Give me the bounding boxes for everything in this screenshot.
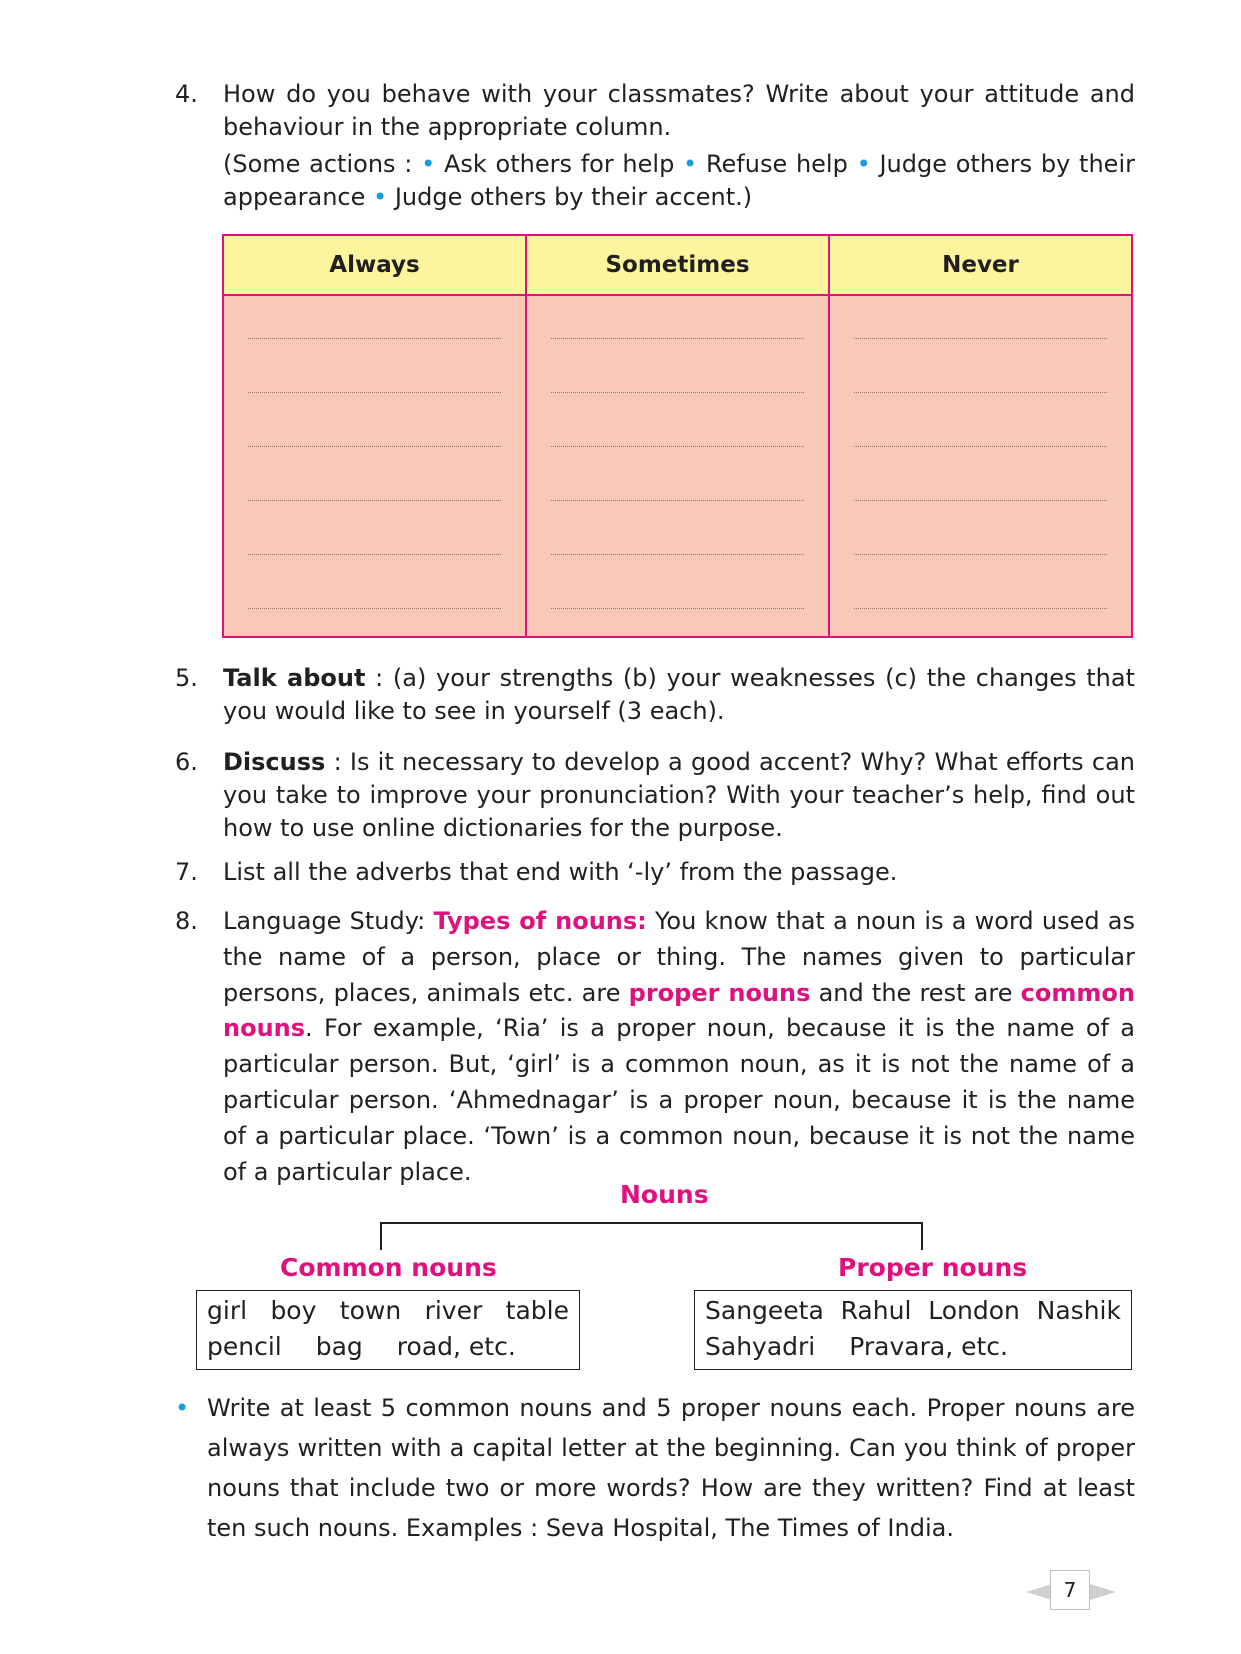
- table-header-row: [224, 236, 1131, 296]
- question-text: List all the adverbs that end with ‘-ly’ from the passage.: [223, 858, 898, 886]
- header-never: Never: [942, 252, 1019, 278]
- question-number: 6.: [175, 748, 198, 776]
- arrow-right-icon: [1090, 1584, 1116, 1600]
- common-nouns-box: girl boy town river table pencil bag road, etc.: [196, 1290, 580, 1370]
- header-sometimes: Sometimes: [527, 236, 830, 294]
- answer-line[interactable]: [248, 446, 501, 447]
- answer-line[interactable]: [248, 554, 501, 555]
- question-5: [175, 662, 1135, 728]
- answer-line[interactable]: [854, 446, 1107, 447]
- answer-line[interactable]: [248, 500, 501, 501]
- question-label: Talk about: [223, 664, 366, 692]
- question-text: : (a) your strengths (b) your weaknesses (c) the changes that you would like to see in yourself (3 each).: [223, 664, 1135, 725]
- bullet-icon: •: [373, 183, 388, 211]
- column-always[interactable]: [224, 296, 527, 636]
- bullet-icon: •: [856, 150, 871, 178]
- answer-line[interactable]: [551, 608, 804, 609]
- answer-line[interactable]: [551, 446, 804, 447]
- answer-line[interactable]: [551, 392, 804, 393]
- actions-list: (Some actions : • Ask others for help • Refuse help • Judge others by their appearance • Judge others by their accent.): [223, 150, 1135, 211]
- answer-line[interactable]: [551, 500, 804, 501]
- table-body-row: [224, 296, 1131, 636]
- answer-line[interactable]: [854, 608, 1107, 609]
- page-number: 7: [1050, 1570, 1090, 1610]
- question-number: 4.: [175, 80, 198, 108]
- language-study-prefix: Language Study:: [223, 907, 426, 935]
- question-4: [175, 78, 1135, 214]
- question-text: How do you behave with your classmates? Write about your attitude and behaviour in the appropriate column.: [223, 80, 1135, 141]
- answer-line[interactable]: [854, 500, 1107, 501]
- question-number: 5.: [175, 664, 198, 692]
- task-text: Write at least 5 common nouns and 5 proper nouns each. Proper nouns are always written with a capital letter at the beginning. Can you think of proper nouns that include two or more words? How are they written? Find at least ten such nouns. Examples : Seva Hospital, The Times of India.: [207, 1394, 1135, 1542]
- page-number-badge: [1026, 1570, 1116, 1612]
- column-never[interactable]: [830, 296, 1131, 636]
- answer-line[interactable]: [551, 338, 804, 339]
- answer-line[interactable]: [248, 338, 501, 339]
- arrow-left-icon: [1026, 1584, 1052, 1600]
- proper-nouns-term: proper nouns: [628, 978, 811, 1007]
- column-sometimes[interactable]: [527, 296, 830, 636]
- tree-connector: [921, 1222, 923, 1250]
- header-always: Always: [224, 236, 527, 294]
- tree-connector: [380, 1222, 923, 1224]
- answer-line[interactable]: [248, 392, 501, 393]
- question-8: 8. Language Study: Types of nouns: You know that a noun is a word used as the name of a person, place or thing. The names given to particular persons, places, animals etc. are proper nouns and the rest are common nouns. For example, ‘Ria’ is a proper noun, because it is the name of a particular person. But, ‘girl’ is a common noun, as it is not the name of a particular person. ‘Ahmednagar’ is a proper noun, because it is the name of a particular place. ‘Town’ is a common noun, because it is not the name of a particular place.: [175, 904, 1135, 1190]
- bullet-icon: •: [421, 150, 436, 178]
- answer-line[interactable]: [248, 608, 501, 609]
- question-number: 7.: [175, 858, 198, 886]
- question-6: [175, 746, 1135, 845]
- proper-nouns-title: Proper nouns: [838, 1253, 1028, 1282]
- question-7: [175, 856, 1135, 889]
- question-number: 8.: [175, 907, 198, 935]
- bullet-icon: •: [683, 150, 698, 178]
- noun-task: [175, 1388, 1135, 1548]
- common-nouns-title: Common nouns: [280, 1253, 497, 1282]
- section-heading: Types of nouns:: [433, 907, 647, 935]
- question-text: : Is it necessary to develop a good accent? Why? What efforts can you take to improve your pronunciation? With your teacher’s help, find out how to use online dictionaries for the purpose.: [223, 748, 1135, 842]
- answer-line[interactable]: [854, 554, 1107, 555]
- answer-line[interactable]: [854, 392, 1107, 393]
- tree-connector: [380, 1222, 382, 1250]
- proper-nouns-box: Sangeeta Rahul London Nashik Sahyadri Pravara, etc.: [694, 1290, 1132, 1370]
- answer-line[interactable]: [854, 338, 1107, 339]
- common-nouns-term: common nouns: [223, 978, 1135, 1043]
- nouns-diagram-title: Nouns: [620, 1180, 709, 1209]
- question-label: Discuss: [223, 748, 326, 776]
- bullet-icon: •: [175, 1394, 190, 1422]
- answer-line[interactable]: [551, 554, 804, 555]
- attitude-table: [222, 234, 1133, 638]
